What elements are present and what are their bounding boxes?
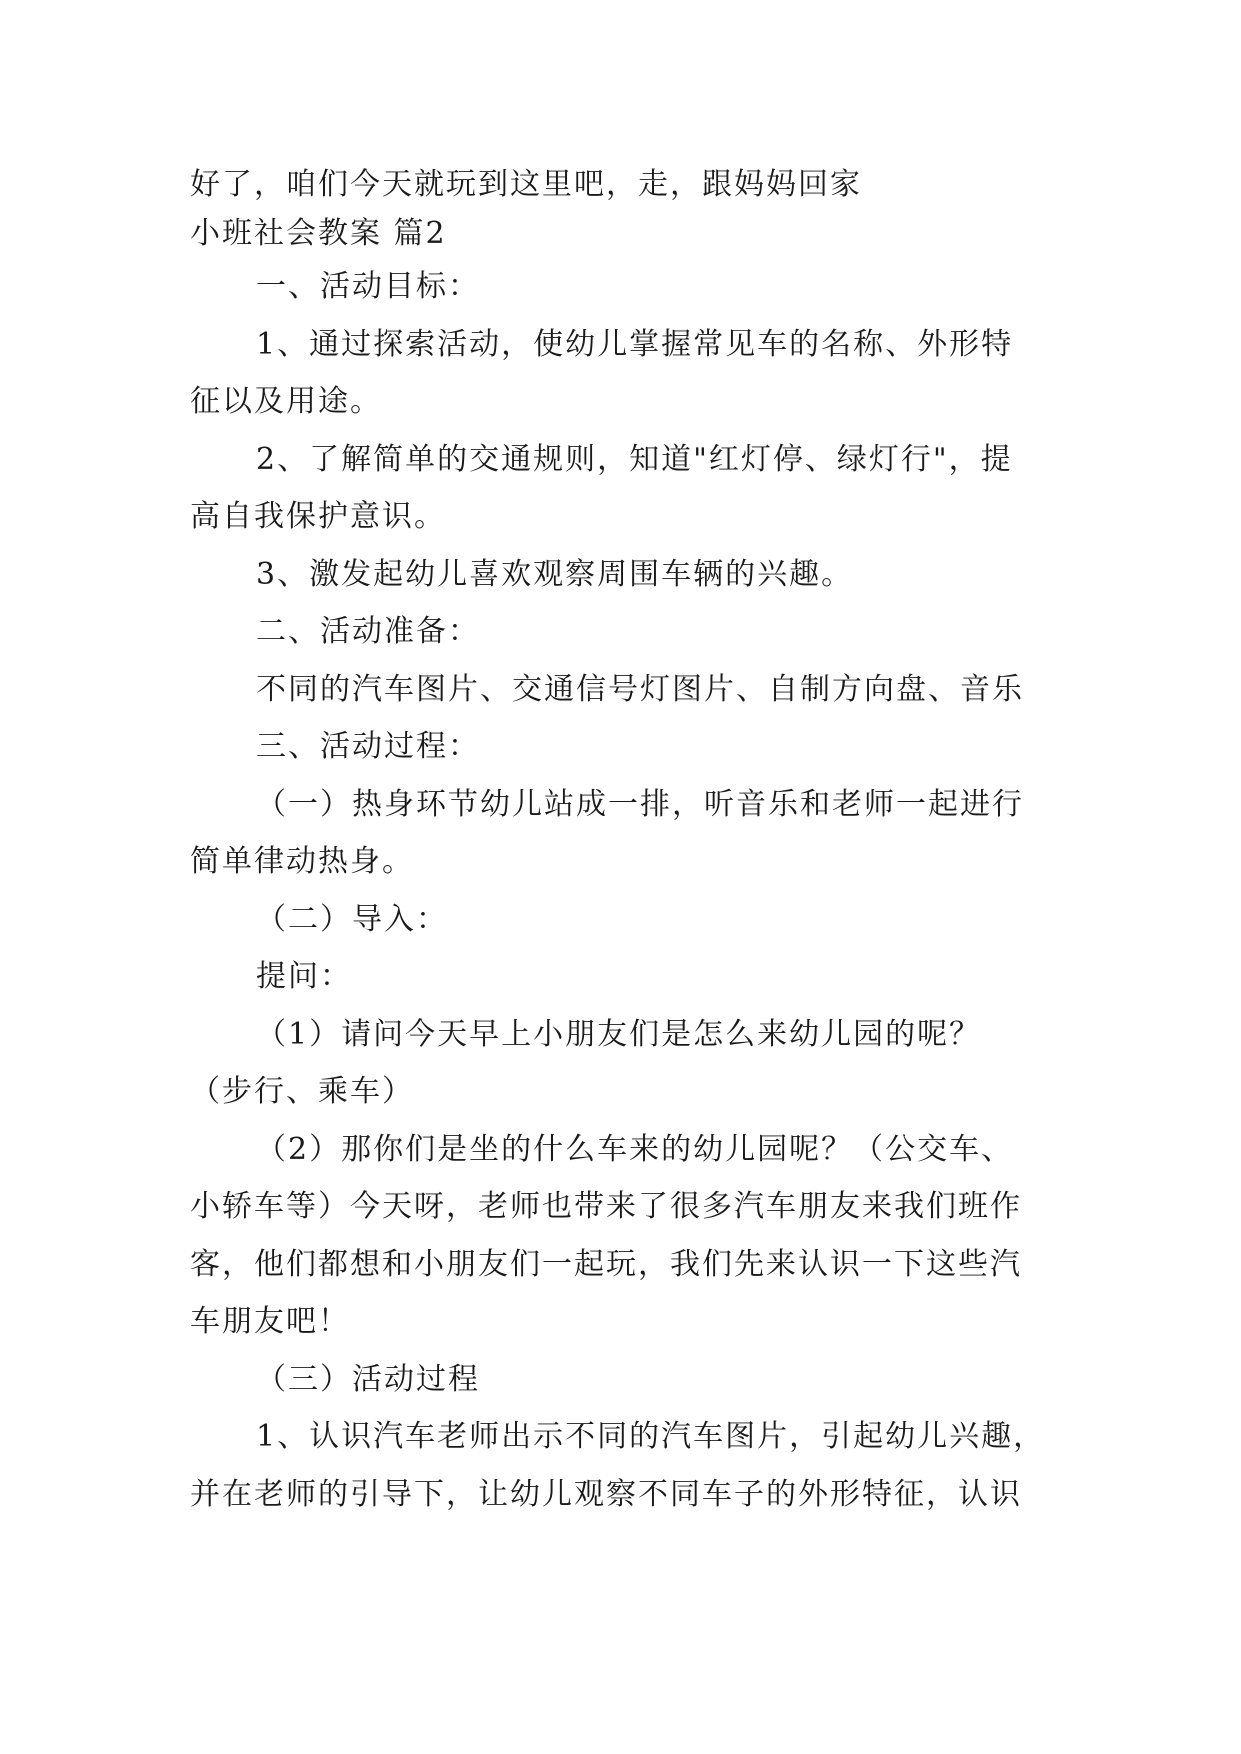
goal-1-line-1: 1、通过探索活动，使幼儿掌握常见车的名称、外形特 [256, 326, 1014, 362]
warmup-line-1: （一）热身环节幼儿站成一排，听音乐和老师一起进行 [256, 786, 1024, 822]
heading-intro: （二）导入： [256, 901, 448, 937]
question-1-line-2: （步行、乘车） [190, 1074, 414, 1109]
goal-3: 3、激发起幼儿喜欢观察周围车辆的兴趣。 [256, 556, 854, 592]
goal-2-line-1: 2、了解简单的交通规则，知道"红灯停、绿灯行"，提 [256, 441, 1013, 477]
paragraph-closing-line: 好了，咱们今天就玩到这里吧，走，跟妈妈回家 [190, 167, 862, 202]
question-label: 提问： [256, 959, 352, 994]
question-2-line-1: （2）那你们是坐的什么车来的幼儿园呢？（公交车、 [256, 1131, 1014, 1167]
question-1-line-1: （1）请问今天早上小朋友们是怎么来幼儿园的呢？ [256, 1016, 982, 1052]
warmup-line-2: 简单律动热身。 [190, 844, 414, 879]
heading-process-3: （三）活动过程 [256, 1361, 480, 1397]
question-2-line-3: 客，他们都想和小朋友们一起玩，我们先来认识一下这些汽 [190, 1246, 1022, 1282]
question-2-line-2: 小轿车等）今天呀，老师也带来了很多汽车朋友来我们班作 [190, 1189, 1022, 1224]
step-1-line-1: 1、认识汽车老师出示不同的汽车图片，引起幼儿兴趣， [256, 1419, 1046, 1454]
section-heading: 小班社会教案 篇2 [190, 216, 447, 251]
step-1-line-2: 并在老师的引导下，让幼儿观察不同车子的外形特征，认识 [190, 1476, 1022, 1512]
goal-1-line-2: 征以及用途。 [190, 384, 382, 419]
heading-activity-prep: 二、活动准备： [256, 614, 480, 649]
goal-2-line-2: 高自我保护意识。 [190, 499, 446, 534]
prep-materials: 不同的汽车图片、交通信号灯图片、自制方向盘、音乐 [256, 671, 1024, 707]
heading-activity-process: 三、活动过程： [256, 729, 480, 764]
document-page [190, 160, 1050, 1523]
question-2-line-4: 车朋友吧！ [190, 1304, 350, 1339]
heading-activity-goals: 一、活动目标： [256, 269, 480, 304]
